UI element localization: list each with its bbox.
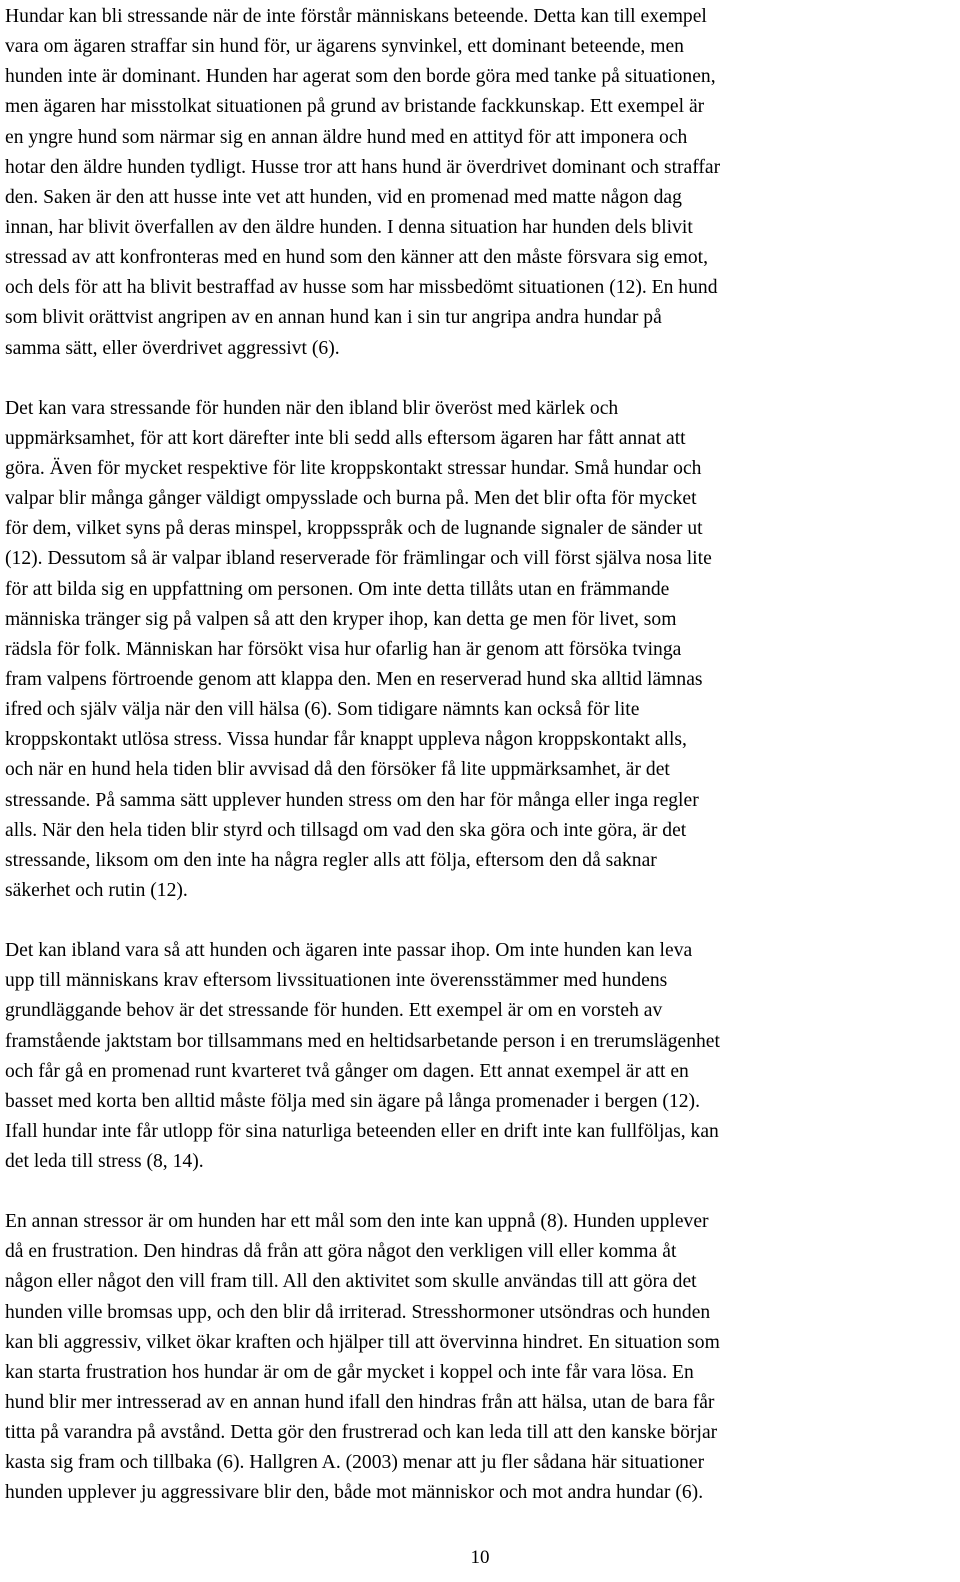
text-line: och dels för att ha blivit bestraffad av husse som har missbedömt situationen (12). En hund [5,277,718,299]
text-line: säkerhet och rutin (12). [5,879,188,901]
text-line: kasta sig fram och tillbaka (6). Hallgren A. (2003) menar att ju fler sådana här situationer [5,1452,705,1474]
text-line: hunden ville bromsas upp, och den blir då irriterad. Stresshormoner utsöndras och hunden [5,1301,711,1323]
body-text [5,2,954,1509]
paragraph-1 [5,2,954,364]
text-line: vara om ägaren straffar sin hund för, ur ägarens synvinkel, ett dominant beteende, men [5,36,684,58]
text-line: grundläggande behov är det stressande för hunden. Ett exempel är om en vorsteh av [5,1000,663,1022]
text-line: hund blir mer intresserad av en annan hund ifall den hindras från att hälsa, utan de bara får [5,1392,715,1414]
paragraph-3 [5,936,954,1177]
text-line: stressande. På samma sätt upplever hunden stress om den har för många eller inga regler [5,789,699,811]
text-line: Ifall hundar inte får utlopp för sina naturliga beteenden eller en drift inte kan fullföljas, kan [5,1120,719,1142]
text-line: någon eller något den vill fram till. All den aktivitet som skulle användas till att göra det [5,1271,697,1293]
text-line: Det kan vara stressande för hunden när den ibland blir överöst med kärlek och [5,397,619,419]
text-line: basset med korta ben alltid måste följa med sin ägare på långa promenader i bergen (12). [5,1090,700,1112]
paragraph-4 [5,1207,954,1508]
text-line: göra. Även för mycket respektive för lite kroppskontakt stressar hundar. Små hundar och [5,457,702,479]
text-line: stressad av att konfronteras med en hund som den känner att den måste försvara sig emot, [5,247,708,269]
text-line: stressande, liksom om den inte ha några regler alls att följa, eftersom den då saknar [5,849,657,871]
text-line: upp till människans krav eftersom livssituationen inte överensstämmer med hundens [5,970,668,992]
text-line: fram valpens förtroende genom att klappa den. Men en reserverad hund ska alltid lämnas [5,668,703,690]
text-line: alls. När den hela tiden blir styrd och tillsagd om vad den ska göra och inte göra, är det [5,819,687,841]
text-line: (12). Dessutom så är valpar ibland reserverade för främlingar och vill först själva nosa lite [5,548,712,570]
text-line: den. Saken är den att husse inte vet att hunden, vid en promenad med matte någon dag [5,186,682,208]
text-line: kan starta frustration hos hundar är om de går mycket i koppel och inte får vara lösa. En [5,1361,694,1383]
text-line: en yngre hund som närmar sig en annan äldre hund med en attityd för att imponera och [5,126,688,148]
text-line: då en frustration. Den hindras då från att göra något den verkligen vill eller komma åt [5,1241,677,1263]
text-line: valpar blir många gånger väldigt ompysslade och burna på. Men det blir ofta för mycket [5,488,697,510]
text-line: Det kan ibland vara så att hunden och ägaren inte passar ihop. Om inte hunden kan leva [5,940,693,962]
text-line: för att bilda sig en uppfattning om personen. Om inte detta tillåts utan en främmande [5,578,670,600]
text-line: titta på varandra på avstånd. Detta gör den frustrerad och kan leda till att den kanske börjar [5,1422,718,1444]
text-line: Hundar kan bli stressande när de inte förstår människans beteende. Detta kan till exempel [5,6,707,27]
text-line: hotar den äldre hunden tydligt. Husse tror att hans hund är överdrivet dominant och straffar [5,156,721,178]
text-line: kan bli aggressiv, vilket ökar kraften och hjälper till att övervinna hindret. En situation som [5,1331,720,1353]
text-line: för dem, vilket syns på deras minspel, kroppsspråk och de lugnande signaler de sänder ut [5,518,703,540]
text-line: hunden inte är dominant. Hunden har agerat som den borde göra med tanke på situationen, [5,66,716,88]
text-line: ifred och själv välja när den vill hälsa (6). Som tidigare nämnts kan också för lite [5,699,640,721]
text-line: En annan stressor är om hunden har ett mål som den inte kan uppnå (8). Hunden upplever [5,1211,709,1233]
paragraph-2 [5,394,954,906]
page-number: 10 [470,1547,490,1568]
text-line: och får gå en promenad runt kvarteret två gånger om dagen. Ett annat exempel är att en [5,1060,689,1082]
text-line: men ägaren har misstolkat situationen på grund av bristande fackkunskap. Ett exempel är [5,96,705,118]
text-line: människa tränger sig på valpen så att den kryper ihop, kan detta ge men för livet, som [5,608,677,630]
text-line: rädsla för folk. Människan har försökt visa hur ofarlig han är genom att försöka tvinga [5,638,682,660]
text-line: kroppskontakt utlösa stress. Vissa hundar får knappt uppleva någon kroppskontakt alls, [5,729,687,751]
text-line: uppmärksamhet, för att kort därefter inte bli sedd alls eftersom ägaren har fått annat att [5,427,686,449]
text-line: innan, har blivit överfallen av den äldre hunden. I denna situation har hunden dels blivit [5,216,693,238]
text-line: samma sätt, eller överdrivet aggressivt (6). [5,337,340,359]
text-line: hunden upplever ju aggressivare blir den, både mot människor och mot andra hundar (6). [5,1482,704,1504]
text-line: som blivit orättvist angripen av en annan hund kan i sin tur angripa andra hundar på [5,307,662,329]
text-line: det leda till stress (8, 14). [5,1151,204,1173]
text-line: framstående jaktstam bor tillsammans med en heltidsarbetande person i en trerumslägenhet [5,1030,720,1052]
text-line: och när en hund hela tiden blir avvisad då den försöker få lite uppmärksamhet, är det [5,759,670,781]
